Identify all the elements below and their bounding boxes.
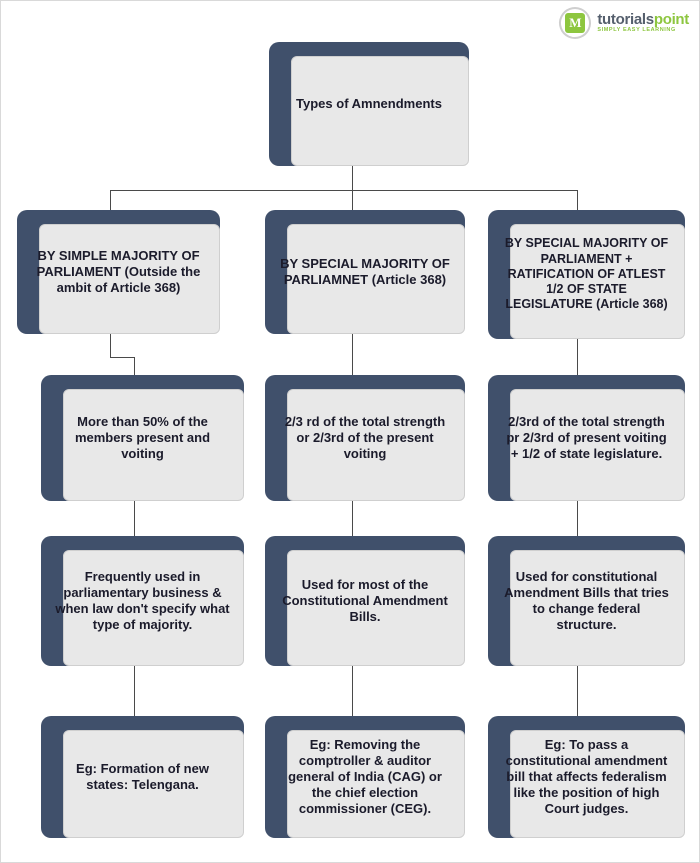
node-col2-item-1[interactable] (265, 375, 465, 501)
node-col3-item-2[interactable] (488, 536, 685, 666)
node-root[interactable] (269, 42, 469, 166)
node-label: 2/3rd of the total strength pr 2/3rd of present voiting + 1/2 of state legislature. (506, 414, 667, 461)
logo-wordmark (597, 12, 689, 34)
node-label: Eg: Removing the comptroller & auditor general of India (CAG) or the chief election commissioner (CEG). (288, 737, 442, 816)
connector-col1-n1-to-n2 (134, 501, 135, 536)
connector-col1-h1-to-n1-a (110, 334, 111, 357)
connector-bus-to-col2 (352, 190, 353, 210)
node-col1-item-1[interactable] (41, 375, 244, 501)
node-label: BY SIMPLE MAJORITY OF PARLIAMENT (Outside the ambit of Article 368) (36, 248, 201, 295)
node-label: Eg: To pass a constitutional amendment bill that affects federalism like the position of high Court judges. (505, 737, 668, 816)
node-label: Types of Amnendments (296, 96, 442, 112)
connector-bus-to-col3 (577, 190, 578, 210)
connector-col1-h1-to-n1-b (134, 357, 135, 375)
tutorialspoint-logo-icon (559, 7, 591, 39)
connector-col2-n2-to-n3 (352, 666, 353, 716)
connector-col1-offset (110, 357, 134, 358)
connector-bus-to-col1 (110, 190, 111, 210)
connector-col3-h-to-n1 (577, 339, 578, 375)
node-col1-item-3[interactable] (41, 716, 244, 838)
node-col3-header[interactable] (488, 210, 685, 339)
node-label: Eg: Formation of new states: Telengana. (76, 761, 209, 792)
node-label: Used for most of the Constitutional Amendment Bills. (282, 577, 448, 624)
connector-col1-n2-to-n3 (134, 666, 135, 716)
connector-col2-n1-to-n2 (352, 501, 353, 536)
connector-col3-n1-to-n2 (577, 501, 578, 536)
node-col3-item-3[interactable] (488, 716, 685, 838)
node-label: More than 50% of the members present and voiting (74, 414, 211, 461)
node-label: 2/3 rd of the total strength or 2/3rd of the present voiting (284, 414, 446, 461)
node-col2-item-3[interactable] (265, 716, 465, 838)
connector-col2-h-to-n1 (352, 334, 353, 375)
connector-bus-horizontal (110, 190, 577, 191)
node-col3-item-1[interactable] (488, 375, 685, 501)
logo-mark-letter: M (565, 13, 585, 33)
node-label: BY SPECIAL MAJORITY OF PARLIAMNET (Article 368) (280, 256, 450, 287)
node-col2-item-2[interactable] (265, 536, 465, 666)
node-col1-header[interactable] (17, 210, 220, 334)
node-label: Used for constitutional Amendment Bills that tries to change federal structure. (504, 569, 669, 632)
node-label: Frequently used in parliamentary business & when law don't specify what type of majority. (55, 569, 230, 632)
connector-col3-n2-to-n3 (577, 666, 578, 716)
connector-root-down (352, 166, 353, 190)
logo-name-part2: point (653, 11, 689, 29)
logo-tagline: SIMPLY EASY LEARNING (597, 26, 676, 33)
node-label: BY SPECIAL MAJORITY OF PARLIAMENT + RATIFICATION OF ATLEST 1/2 OF STATE LEGISLATURE (Article 368) (504, 236, 669, 312)
node-col1-item-2[interactable] (41, 536, 244, 666)
node-col2-header[interactable] (265, 210, 465, 334)
tutorialspoint-logo (559, 7, 689, 39)
logo-name-part1: tutorials (597, 11, 654, 29)
